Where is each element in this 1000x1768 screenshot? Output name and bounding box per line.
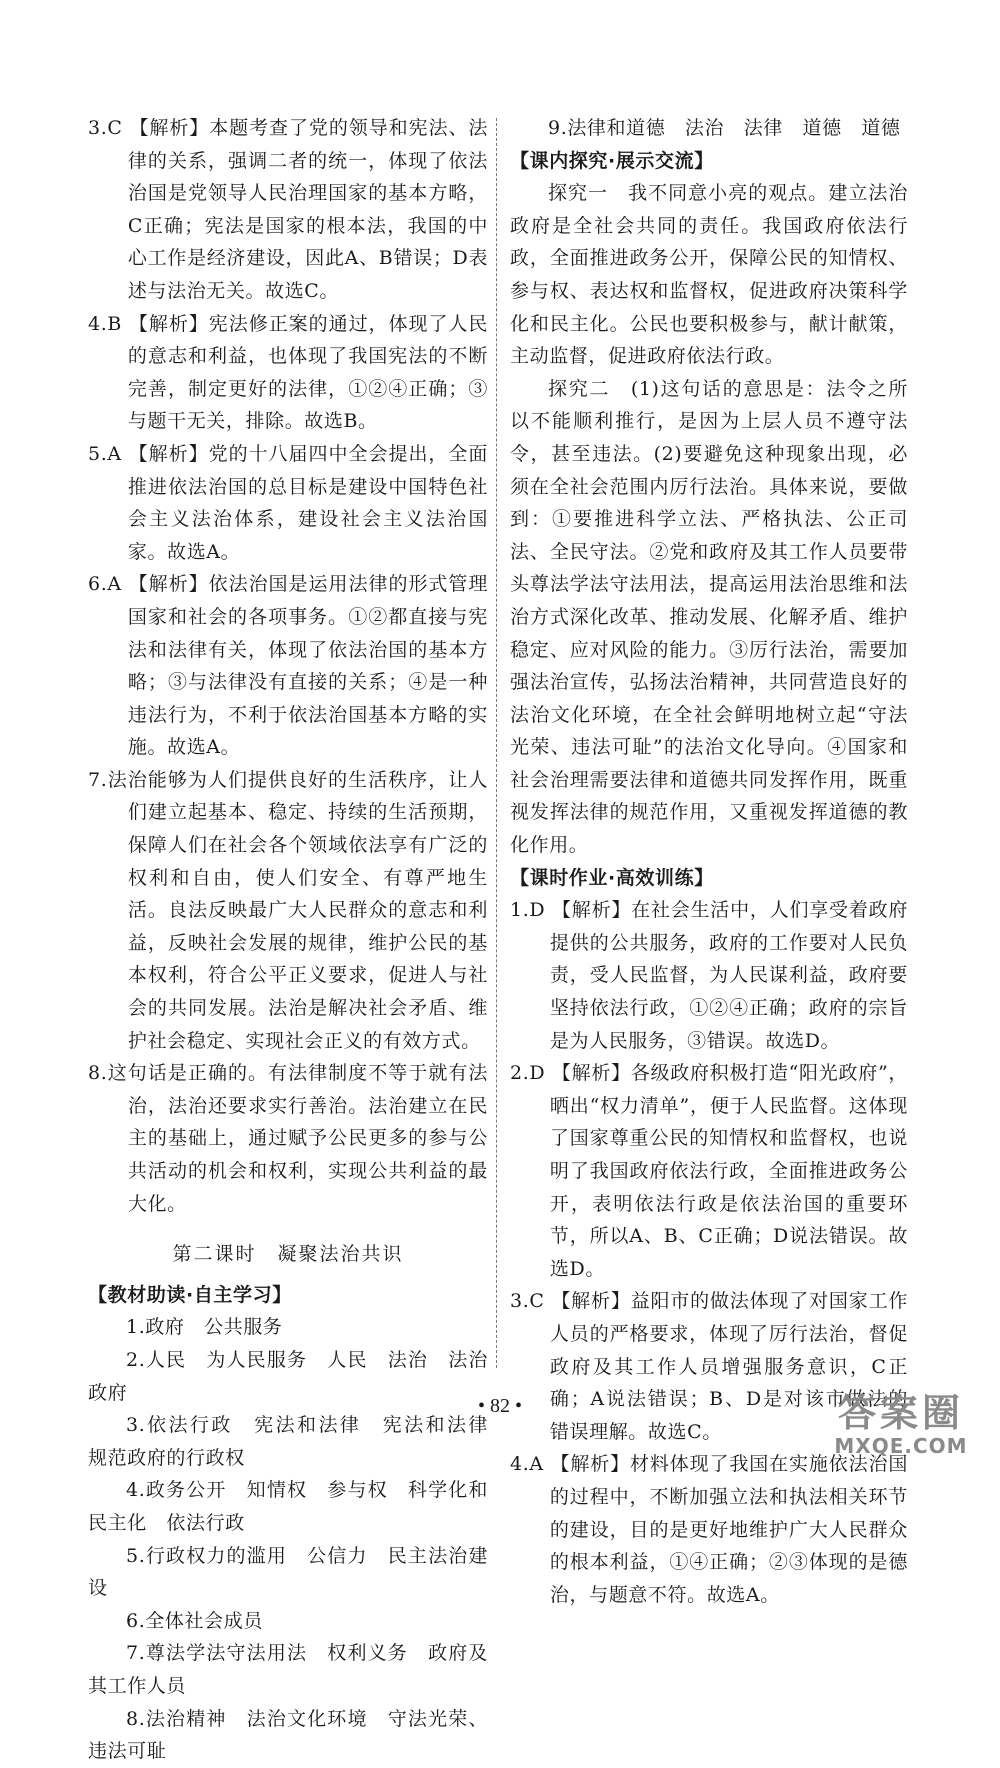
answer-8: 8.这句话是正确的。有法律制度不等于就有法治，法治还要求实行善治。法治建立在民主的基础上，通过赋予公民更多的参与公共活动的机会和权利，实现公共利益的最大化。	[88, 1062, 488, 1215]
watermark-logo-url: MXQE.COM	[834, 1434, 968, 1458]
watermark-logo-text: 答案圈	[837, 1391, 964, 1435]
explore-one: 探究一 我不同意小亮的观点。建立法治政府是全社会共同的责任。我国政府依法行政，全面推进政务公开，保障公民的知情权、参与权、表达权和监督权，促进政府决策科学化和民主化。公民也要积极参与，献计献策，主动监督，促进政府依法行政。	[510, 182, 908, 368]
homework-answer-1: 1.D 【解析】在社会生活中，人们享受着政府提供的公共服务，政府的工作要对人民负责，受人民监督，为人民谋利益，政府要坚持依法行政，①②④正确；政府的宗旨是为人民服务，③错误。故选D。	[510, 899, 908, 1052]
lesson-title: 第二课时 凝聚法治共识	[172, 1243, 404, 1266]
fill-answer-7: 7.尊法学法守法用法 权利义务 政府及其工作人员	[88, 1642, 488, 1697]
answer-3: 3.C 【解析】本题考查了党的领导和宪法、法律的关系，强调二者的统一，体现了依法治国是党领导人民治理国家的基本方略，C正确；宪法是国家的根本法，我国的中心工作是经济建设，因此A、B错误；D表述与法治无关。故选C。	[88, 117, 488, 302]
fill-answer-1: 1.政府 公共服务	[126, 1316, 283, 1339]
fill-answer-9: 9.法律和道德 法治 法律 道德 道德	[548, 117, 901, 139]
homework-answer-4: 4.A 【解析】材料体现了我国在实施依法治国的过程中，不断加强立法和执法相关环节的建设，目的是更好地维护广大人民群众的根本利益，①④正确；②③体现的是德治，与题意不符。故选A。	[510, 1453, 908, 1606]
right-column	[510, 112, 908, 1611]
fill-answer-6: 6.全体社会成员	[126, 1609, 263, 1632]
explore-two: 探究二 (1)这句话的意思是：法令之所以不能顺利推行，是因为上层人员不遵守法令，甚至违法。(2)要避免这种现象出现，必须在全社会范围内厉行法治。具体来说，要做到：①要推进科学立法、严格执法、公正司法、全民守法。②党和政府及其工作人员要带头尊法学法守法用法，提高运用法治思维和法治方式深化改革、推动发展、化解矛盾、维护稳定、应对风险的能力。③厉行法治，需要加强法治宣传，弘扬法治精神，共同营造良好的法治文化环境，在全社会鲜明地树立起“守法光荣、违法可耻”的法治文化导向。④国家和社会治理需要法律和道德共同发挥作用，既重视发挥法律的规范作用，又重视发挥道德的教化作用。	[510, 377, 908, 857]
fill-answer-8: 8.法治精神 法治文化环境 守法光荣、违法可耻	[88, 1707, 488, 1763]
watermark-logo	[816, 1391, 986, 1461]
section-heading-homework: 【课时作业·高效训练】	[510, 866, 714, 889]
page-number: • 82 •	[477, 1395, 522, 1417]
section-heading-self-study: 【教材助读·自主学习】	[88, 1283, 292, 1306]
homework-answer-3: 3.C 【解析】益阳市的做法体现了对国家工作人员的严格要求，体现了厉行法治，督促政府及其工作人员增强服务意识，C正确；A说法错误；B、D是对该市做法的错误理解。故选C。	[510, 1290, 908, 1443]
section-heading-explore: 【课内探究·展示交流】	[510, 149, 714, 172]
fill-answer-3: 3.依法行政 宪法和法律 宪法和法律 规范政府的行政权	[88, 1414, 508, 1469]
fill-answer-4: 4.政务公开 知情权 参与权 科学化和民主化 依法行政	[88, 1479, 488, 1534]
answer-5: 5.A 【解析】党的十八届四中全会提出，全面推进依法治国的总目标是建设中国特色社会主义法治体系，建设社会主义法治国家。故选A。	[88, 442, 488, 563]
answer-4: 4.B 【解析】宪法修正案的通过，体现了人民的意志和利益，也体现了我国宪法的不断完善，制定更好的法律，①②④正确；③与题干无关，排除。故选B。	[88, 312, 488, 433]
answer-7: 7.法治能够为人们提供良好的生活秩序，让人们建立起基本、稳定、持续的生活预期，保障人们在社会各个领域依法享有广泛的权利和自由，使人们安全、有尊严地生活。良法反映最广大人民群众的意志和利益，反映社会发展的规律，维护公民的基本权利，符合公平正义要求，促进人与社会的共同发展。法治是解决社会矛盾、维护社会稳定、实现社会正义的有效方式。	[88, 768, 488, 1052]
divider	[496, 118, 497, 1368]
homework-answer-2: 2.D 【解析】各级政府积极打造“阳光政府”，晒出“权力清单”，便于人民监督。这体现了国家尊重公民的知情权和监督权，也说明了我国政府依法行政，全面推进政务公开，表明依法行政是依法治国的重要环节，所以A、B、C正确；D说法错误。故选D。	[510, 1062, 908, 1280]
fill-answer-5: 5.行政权力的滥用 公信力 民主法治建设	[88, 1544, 488, 1600]
answer-6: 6.A 【解析】依法治国是运用法律的形式管理国家和社会的各项事务。①②都直接与宪法和法律有关，体现了依法治国的基本方略；③与法律没有直接的关系；④是一种违法行为，不利于依法治国基本方略的实施。故选A。	[88, 573, 488, 759]
fill-answer-2: 2.人民 为人民服务 人民 法治 法治政府	[88, 1348, 488, 1404]
